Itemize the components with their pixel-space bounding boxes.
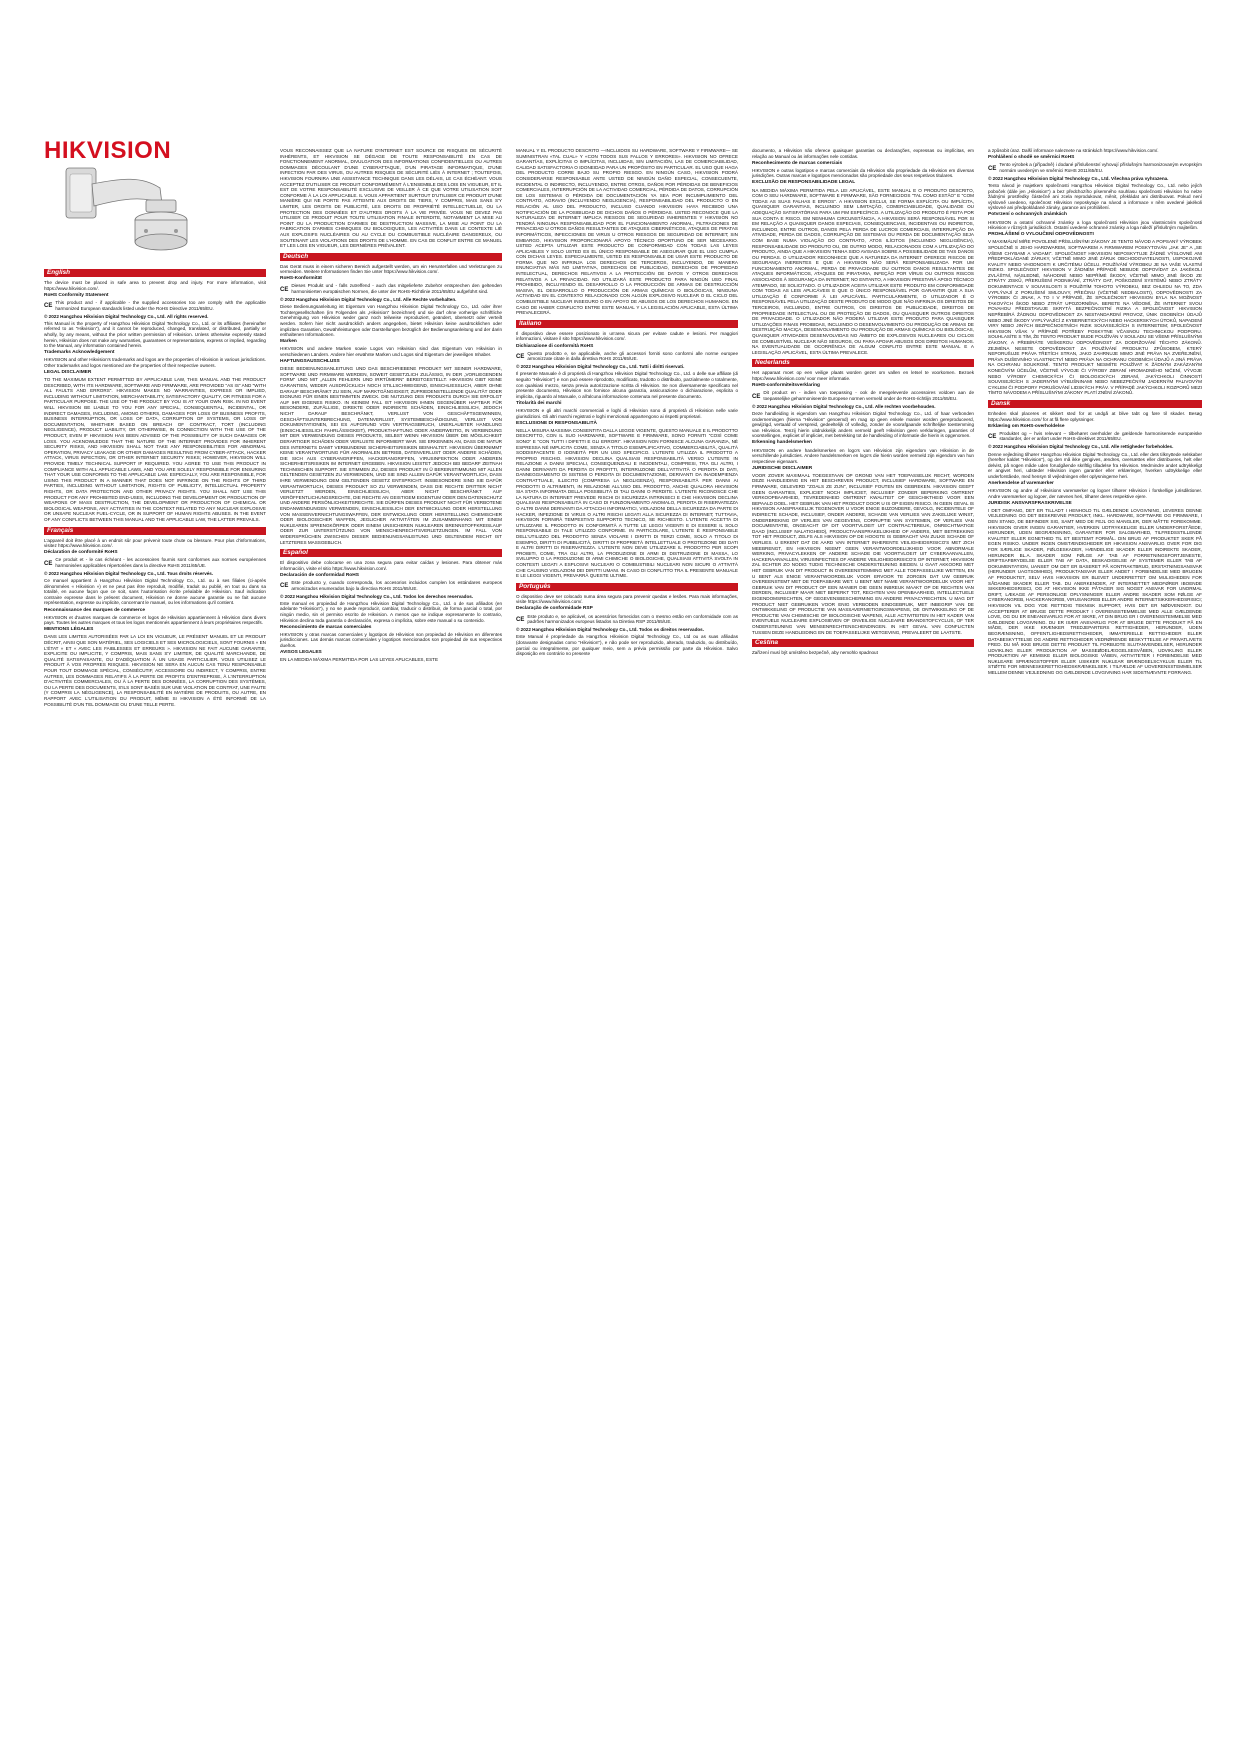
copyright: © 2022 Hangzhou Hikvision Digital Technology Co., Ltd. Tous droits réservés. (44, 571, 214, 576)
legal-text: DIESE BEDIENUNGSANLEITUNG UND DAS BESCHRIEBENE PRODUKT MIT SEINER HARDWARE, SOFTWARE UND FIRMWARE WERDEN, SOWEIT GESETZLICH ZULÄSSIG, IN DER „VORLIEGENDEN FORM" UND MIT „ALLEN FEHLERN UND IRRTÜMERN" BEREITGESTELLT. HIKVISION GIBT KEINE GARANTIEN, WEDER AUSDRÜCKLICH NOCH STILLSCHWEIGEND, EINSCHLIESSLICH, ABER OHNE DARAUF BESCHRÄNKT ZU SEIN, AUF MARKTGÄNGIGKEIT, ZUFRIEDENSTELLENDE QUALITÄT ODER EIGNUNG FÜR EINEN BESTIMMTEN ZWECK. DIE NUTZUNG DES PRODUKTS DURCH SIE ERFOLGT AUF IHR EIGENES RISIKO. IN KEINEM FALL IST HIKVISION IHNEN GEGENÜBER HAFTBAR FÜR BESONDERE, ZUFÄLLIGE, DIREKTE ODER INDIREKTE SCHÄDEN, EINSCHLIESSLICH, JEDOCH NICHT DARAUF BESCHRÄNKT, VERLUST VON GESCHÄFTSGEWINNEN, GESCHÄFTSUNTERBRECHUNG, DATENVERLUST, SYSTEMBESCHÄDIGUNG, VERLUST VON DOKUMENTATIONEN, SEI ES AUFGRUND VON VERTRAGSBRUCH, UNERLAUBTER HANDLUNG (EINSCHLIESSLICH FAHRLÄSSIGKEIT), PRODUKTHAFTUNG ODER ANDERWEITIG, IN VERBINDUNG MIT DER VERWENDUNG DIESES PRODUKTS, SELBST WENN HIKVISION ÜBER DIE MÖGLICHKEIT DERARTIGER SCHÄDEN ODER VERLUSTE INFORMIERT WAR. SIE ERKENNEN AN, DASS DIE NATUR DES INTERNETS DAMIT VERBUNDENE SICHERHEITSRISIKEN BEINHALTET. HIKVISION ÜBERNIMMT KEINE VERANTWORTUNG FÜR ANORMALEN BETRIEB, DATENVERLUST ODER ANDERE SCHÄDEN, DIE SICH AUS CYBERANGRIFFEN, HACKERANGRIFFEN, VIRUSINFEKTION ODER ANDEREN SICHERHEITSRISIKEN IM INTERNET ERGEBEN. HIKVISION LEISTET JEDOCH BEI BEDARF ZEITNAH TECHNISCHEN SUPPORT. SIE STIMMEN ZU, DIESES PRODUKT IN Ü BEREINSTIMMUNG MIT ALLEN GELTENDEN GESETZEN ZU VERWENDEN, UND SIE SIND ALLEIN DAFÜR VERANTWORTLICH, DASS IHRE VERWENDUNG DEM GELTENDEN GESETZ ENTSPRICHT. INSBESONDERE SIND SIE DAFÜR VERANTWORTLICH, DIESES PRODUKT SO ZU VERWENDEN, DASS DIE RECHTE DRITTER NICHT VERLETZT WERDEN, EINSCHLIESSLICH, ABER NICHT BESCHRÄNKT AUF VERÖFFENTLICHUNGSRECHTE, DIE RECHTE AN GEISTIGEM EIGENTUM ODER DEN DATENSCHUTZ UND ANDERE PERSÖNLICHKEITSRECHTE. SIE DÜRFEN DIESES PRODUKT NICHT FÜR VERBOTENE ENDANWENDUNGEN VERWENDEN, EINSCHLIESSLICH DER ENTWICKLUNG ODER HERSTELLUNG VON MASSENVERNICHTUNGSWAFFEN, DER ENTWICKLUNG ODER HERSTELLUNG CHEMISCHER ODER BIOLOGISCHER WAFFEN, JEGLICHER AKTIVITÄTEN IM ZUSAMMENHANG MIT EINEM NUKLEAREN SPRENGKÖRPER ODER EINEM UNSICHEREN NUKLEAREN BRENNSTOFFKREISLAUF ODER ZUR UNTERSTÜTZUNG VON MENSCHENRECHTSVERLETZUNGEN. IM FALL VON WIDERSPRÜCHEN ZWISCHEN DIESER BEDIENUNGSANLEITUNG UND GELTENDEM RECHT IST LETZTERES MASSGEBLICH. (280, 366, 502, 545)
intro-text: The device must be placed in safe area to prevent drop and injury. For more information, visit https://www.hikvision.com/. (44, 280, 266, 291)
lang-header-francais: Français (44, 527, 266, 535)
compliance-icons (752, 390, 974, 403)
lang-header-italiano: Italiano (516, 320, 738, 328)
copyright: © 2022 Hangzhou Hikvision Digital Technology Co., Ltd. Todos los derechos reservados. (280, 593, 474, 599)
trademark-text: HIKVISION and other Hikvision's trademarks and logos are the properties of Hikvision in various jurisdictions. Other trademarks and logos mentioned are the properties of their respective owners. (44, 357, 266, 368)
rohs-text: Ce produit et - le cas échéant - les accessoires fournis sont conformes aux normes européennes harmonisées applicables répertoriées dans la directive RoHS 2011/65/UE. (55, 557, 266, 568)
lang-header-deutsch: Deutsch (280, 253, 502, 261)
legal-heading: JURIDISCHE DISCLAIMER (752, 465, 813, 471)
lang-header-nederlands: Nederlands (752, 359, 974, 367)
rohs-heading: Erklæring om RoHS-overholdelse (988, 423, 1065, 429)
legal-text: V MAXIMÁLNÍ MÍŘE POVOLENÉ PŘÍSLUŠNÝMI ZÁKONY JE TENTO NÁVOD A POPSANÝ VÝROBEK SPOLEČNĚ S JEHO HARDWAREM, SOFTWAREM A FIRMWAREM POSKYTOVÁN „JAK JE" A „SE VŠEMI CHYBAMI A VADAMI". SPOLEČNOST HIKVISION NEPOSKYTUJE ŽÁDNÉ VÝSLOVNÉ ANI PŘEDPOKLÁDANÉ ZÁRUKY, VČETNĚ MIMO JINÉ ZÁRUK OBCHODOVATELNOSTI, USPOKOJIVÉ KVALITY NEBO VHODNOSTI K URČITÉMU ÚČELU. POUŽÍVÁNÍ VÝROBKU JE NA VAŠE VLASTNÍ RIZIKO. SPOLEČNOST HIKVISION V ŽÁDNÉM PŘÍPADĚ NEBUDE ODPOVÍDAT ZA JAKÉKOLI ZVLÁŠTNÍ, NÁSLEDNÉ, NÁHODNÉ NEBO NEPŘÍMÉ ŠKODY, VČETNĚ MIMO JINÉ ŠKOD ZE ZTRÁTY ZISKŮ, PŘERUŠENÍ PODNIKÁNÍ, ZTRÁTY DAT, POŠKOZENÍ SYSTÉMŮ NEBO ZTRÁTY DOKUMENTACE V SOUVISLOSTI S POUŽITÍM TOHOTO VÝROBKU, BEZ OHLEDU NA TO, ZDA VYPLÝVAJÍ Z PORUŠENÍ SMLOUVY, PŘEČINU (VČETNĚ NEDBALOSTI), ODPOVĚDNOSTI ZA VÝROBEK ČI JINAK, A TO I V PŘÍPADĚ, ŽE SPOLEČNOST HIKVISION BYLA NA MOŽNOST TAKOVÝCH ŠKOD NEBO ZTRÁT UPOZORNĚNA. BERETE NA VĚDOMÍ, ŽE INTERNET SVOU POVAHOU PŘEDSTAVUJE SKRYTÁ BEZPEČNOSTNÍ RIZIKA A SPOLEČNOST HIKVISION NEPŘEBÍRÁ ŽÁDNOU ODPOVĚDNOST ZA NESTANDARDNÍ PROVOZ, ÚNIK OSOBNÍCH ÚDAJŮ NEBO JINÉ ŠKODY VYPLÝVAJÍCÍ Z KYBERNETICKÝCH NEBO HACKERSKÝCH ÚTOKŮ, NAPADENÍ VIRY NEBO JINÝCH BEZPEČNOSTNÍCH RIZIK SOUVISEJÍCÍCH S INTERNETEM; SPOLEČNOST HIKVISION VŠAK V PŘÍPADĚ POTŘEBY POSKYTNE VČASNOU TECHNICKOU PODPORU. SOUHLASÍTE S TÍM, ŽE TENTO PRODUKT BUDE POUŽÍVÁN V SOULADU SE VŠEMI PŘÍSLUŠNÝMI ZÁKONY, A PŘEBÍRÁTE VEŠKEROU ODPOVĚDNOST ZA DODRŽOVÁNÍ TĚCHTO ZÁKONŮ. ZEJMÉNA NESETE ODPOVĚDNOST ZA POUŽÍVÁNÍ PRODUKTU ZPŮSOBEM, KTERÝ NEPORUŠUJE PRÁVA TŘETÍCH STRAN, JAKO ZAHRNUJE MIMO JINÉ PRÁVA NA ZVEŘEJNĚNÍ, PRÁVA DUŠEVNÍHO VLASTNICTVÍ NEBO PRÁVA NA OCHRANU OSOBNÍCH ÚDAJŮ A JINÁ PRÁVA NA OCHRANU SOUKROMÍ. TENTO PRODUKT NESMÍTE POUŽÍVAT K ŽÁDNÝM ZAKÁZANÝM KONEČNÝM ÚČELŮM, VČETNĚ VÝVOJE ČI VÝROBY ZBRANÍ HROMADNÉHO NIČENÍ, VÝVOJE NEBO VÝROBY CHEMICKÝCH ČI BIOLOGICKÝCH ZBRANÍ, JAKÝCHKOLI ČINNOSTÍ SOUVISEJÍCÍCH S JADERNÝMI VÝBUŠNINAMI NEBO NEBEZPEČNÝM JADERNÝM PALIVOVÝM CYKLEM ČI PODPORY PORUŠOVÁNÍ LIDSKÝCH PRÁV. V PŘÍPADĚ JAKÝCHKOLI ROZPORŮ MEZI TÍMTO NÁVODEM A PŘÍSLUŠNÝMI ZÁKONY PLATÍ ZNĚNÍ ZÁKONŮ. (988, 239, 1202, 396)
compliance-icons (280, 580, 502, 593)
rohs-heading: Prohlášení o shodě se směrnicí RoHS (988, 155, 1075, 161)
legal-heading: PROHLÁŠENÍ O VYLOUČENÍ ODPOVĚDNOSTI (988, 232, 1094, 238)
manual-text: Tento návod je majetkem společnosti Hangzhou Hikvision Digital Technology Co., Ltd. nebo jejích poboček (dále jen „Hikvision") a bez předchozího písemného souhlasu společnosti Hikvision ho nelze žádnými prostředky částečně ani zcela reprodukovat, měnit, překládat ani distribuovat. Pokud není výslovně uvedeno, společnost Hikvision neposkytuje na návod a informace v něm uvedené jakékoli výslovné ani předpokládané záruky, garance ani prohlášení. (988, 182, 1202, 211)
rohs-text: Este producto y, cuando corresponda, los accesorios incluidos cumplen los estándares europeos armonizados enumerados bajo la directiva RoHS 2011/65/UE. (291, 579, 502, 591)
rohs-text: This product and - if applicable - the supplied accessories too are comply with the applicable harmonized European standards listed under the RoHS Directive 2011/65/EU. (55, 299, 266, 311)
ce-mark-icon: CE (988, 434, 997, 441)
trademark-text: HIKVISION y otras marcas comerciales y logotipos de Hikvision son propiedad de Hikvision en diferentes jurisdicciones. Las demás marcas comerciales y logotipos mencionados son propiedad de sus respectivos dueños. (280, 631, 502, 648)
manual-text: Este manual es propiedad de Hangzhou Hikvision Digital Technology Co., Ltd. o de sus afiliados (en adelante "Hikvision"), y no se puede reproducir, cambiar, traducir o distribuir, de forma parcial o total, por ningún medio, sin el permiso escrito de Hikvision. A menos que se indique expresamente lo contrario, Hikvision declina toda garantía o declaración, expresa o implícita, sobre este manual o su contenido. (280, 600, 502, 623)
ce-mark-icon: CE (988, 165, 997, 172)
intro-text-continued: a způsobit úraz. Další informace naleznete na stránkách https://www.hikvision.com/. (988, 148, 1159, 153)
ce-mark-icon: CE (44, 303, 53, 310)
manual-text: Este Manual é propriedade da Hangzhou Hikvision Digital Technology Co., Ltd ou as suas afiliadas (doravante designadas como "Hikvision"), e não pode ser reproduzido, alterado, traduzido, ou distribuído, parcial ou integralmente, por qualquer meio, sem a prévia permissão por parte da Hikvision. Salvo disposição em contrário no presente (516, 634, 738, 657)
copyright: © 2022 Hangzhou Hikvision Digital Technology Co., Ltd. Alle rettigheder forbeholdes. (988, 444, 1174, 450)
trademark-text: HIKVISION et d'autres marques de commerce et logos de Hikvision appartiennent à Hikvision dans divers pays. Toutes les autres marques et tous les logos mentionnés appartiennent à leurs propriétaires respectifs. (44, 614, 266, 626)
lang-header-english: English (44, 269, 266, 277)
legal-heading: ESCLUSIONE DI RESPONSABILITÀ (516, 420, 598, 426)
rohs-text: Tento výrobek a (případně) i dodané příslušenství vyhovují příslušným harmonizovaným evropským normám uvedeným ve směrnici RoHS 2011/65/EU. (999, 162, 1202, 173)
ce-mark-icon: CE (280, 583, 289, 590)
compliance-icons (280, 283, 502, 296)
compliance-icons (988, 162, 1202, 175)
wall-mount-bracket-image (62, 160, 202, 258)
trademark-heading: Anerkendelse af varemærker (988, 480, 1054, 486)
rohs-text: Dieses Produkt und - falls zutreffend - auch das mitgelieferte Zubehör entsprechen den geltenden harmonisierten europäischen Normen, die unter der RoHS-Richtlinie 2011/65/EU aufgeführt sind. (291, 283, 502, 295)
trademark-text: HIKVISION e outras logotipos e marcas comerciais da Hikvision são propriedade da Hikvision em diversas jurisdições. Outras marcas e logotipos mencionados são propriedade dos seus respetivos titulares. (752, 167, 974, 179)
manual-text: Il presente Manuale è di proprietà di Hangzhou Hikvision Digital Technology Co., Ltd. o delle sue affiliate (di seguito "Hikvision") e non può essere riprodotto, modificato, tradotto o distribuito, parzialmente o totalmente, con qualsiasi mezzo, senza previa autorizzazione scritta di Hikvision. Se non diversamente specificato nel presente documento, Hikvision non fornisce alcuna garanzia, assicurazione o dichiarazione, esplicita o implicita, riguardo al Manuale, o all'alcuna informazione contenuta nel presente documento. (516, 371, 738, 399)
compliance-icons (516, 614, 738, 627)
rohs-text: Produktet og – hvis relevant – tilbehøret overholder de gældende harmoniserede europæiske standarder, der er anført under RoHS-direktivet 2011/65/EU. (999, 430, 1202, 442)
trademark-text: HIKVISION a ostatní ochranné známky a loga společnosti Hikvision jsou vlastnictvím společnosti Hikvision v různých jurisdikcích. Ostatní uvedené ochranné známky a loga náleží příslušným majitelům. (988, 219, 1202, 231)
rohs-heading: RoHS-Konformität (280, 276, 322, 282)
rohs-heading: RoHS Conformity Statement (44, 292, 109, 298)
legal-heading: JURIDISK ANSVARSFRASKRIVELSE (988, 500, 1072, 506)
rohs-heading: Dichiarazione di conformità RoHS (516, 343, 594, 349)
lang-header-dansk: Dansk (988, 400, 1202, 408)
compliance-icons (44, 557, 266, 570)
legal-text: TO THE MAXIMUM EXTENT PERMITTED BY APPLICABLE LAW, THIS MANUAL AND THE PRODUCT DESCRIBED, WITH ITS HARDWARE, SOFTWARE AND FIRMWARE, ARE PROVIDED "AS IS" AND "WITH ALL FAULTS AND ERRORS". HIKVISION MAKES NO WARRANTIES, EXPRESS OR IMPLIED, INCLUDING WITHOUT LIMITATION, MERCHANTABILITY, SATISFACTORY QUALITY, OR FITNESS FOR A PARTICULAR PURPOSE. THE USE OF THE PRODUCT BY YOU IS AT YOUR OWN RISK. IN NO EVENT WILL HIKVISION BE LIABLE TO YOU FOR ANY SPECIAL, CONSEQUENTIAL, INCIDENTAL, OR INDIRECT DAMAGES, INCLUDING, AMONG OTHERS, DAMAGES FOR LOSS OF BUSINESS PROFITS, BUSINESS INTERRUPTION, OR LOSS OF DATA, CORRUPTION OF SYSTEMS, OR LOSS OF DOCUMENTATION, WHETHER BASED ON BREACH OF CONTRACT, TORT (INCLUDING NEGLIGENCE), PRODUCT LIABILITY, OR OTHERWISE, IN CONNECTION WITH THE USE OF THE PRODUCT, EVEN IF HIKVISION HAS BEEN ADVISED OF THE POSSIBILITY OF SUCH DAMAGES OR LOSS. YOU ACKNOWLEDGE THAT THE NATURE OF THE INTERNET PROVIDES FOR INHERENT SECURITY RISKS, AND HIKVISION SHALL NOT TAKE ANY RESPONSIBILITIES FOR ABNORMAL OPERATION, PRIVACY LEAKAGE OR OTHER DAMAGES RESULTING FROM CYBER-ATTACK, HACKER ATTACK, VIRUS INFECTION, OR OTHER INTERNET SECURITY RISKS; HOWEVER, HIKVISION WILL PROVIDE TIMELY TECHNICAL SUPPORT IF REQUIRED. YOU AGREE TO USE THIS PRODUCT IN COMPLIANCE WITH ALL APPLICABLE LAWS, AND YOU ARE SOLELY RESPONSIBLE FOR ENSURING THAT YOUR USE CONFORMS TO THE APPLICABLE LAW. ESPECIALLY, YOU ARE RESPONSIBLE, FOR USING THIS PRODUCT IN A MANNER THAT DOES NOT INFRINGE ON THE RIGHTS OF THIRD PARTIES, INCLUDING WITHOUT LIMITATION, RIGHTS OF PUBLICITY, INTELLECTUAL PROPERTY RIGHTS, OR DATA PROTECTION AND OTHER PRIVACY RIGHTS. YOU SHALL NOT USE THIS PRODUCT FOR ANY PROHIBITED END-USES, INCLUDING THE DEVELOPMENT OR PRODUCTION OF WEAPONS OF MASS DESTRUCTION, THE DEVELOPMENT OR PRODUCTION OF CHEMICAL OR BIOLOGICAL WEAPONS, ANY ACTIVITIES IN THE CONTEXT RELATED TO ANY NUCLEAR EXPLOSIVE OR UNSAFE NUCLEAR FUEL-CYCLE, OR IN SUPPORT OF HUMAN RIGHTS ABUSES. IN THE EVENT OF ANY CONFLICTS BETWEEN THIS MANUAL AND THE APPLICABLE LAW, THE LATTER PREVAILS. (44, 377, 266, 522)
trademark-heading: Trademarks Acknowledgement (44, 350, 115, 356)
intro-text: Das Gerät muss in einem sicheren Bereich aufgestellt werden, um ein Herunterfallen und Verletzungen zu vermeiden. Weitere Informationen finden Sie unter https://www.hikvision.com/. (280, 263, 502, 275)
intro-text: Zařízení musí být umístěno bezpečně, aby nemohlo spadnout (752, 650, 878, 656)
column-3 (516, 148, 738, 658)
rohs-heading: Declaración de conformidad RoHS (280, 572, 359, 578)
rohs-heading: RoHS-conformiteitsverklaring (752, 383, 820, 389)
legal-text-continued: MANUAL Y EL PRODUCTO DESCRITO —INCLUIDOS SU HARDWARE, SOFTWARE Y FIRMWARE— SE SUMINISTRAN «TAL CUAL» Y «CON TODOS SUS FALLOS Y ERRORES». HIKVISION NO OFRECE GARANTÍAS, EXPLÍCITAS O IMPLÍCITAS, INCLUIDAS, SIN LIMITACIÓN, LAS DE COMERCIABILIDAD, CALIDAD SATISFACTORIA O IDONEIDAD PARA UN PROPÓSITO EN PARTICULAR. EL USO QUE HAGA DEL PRODUCTO CORRE BAJO SU PROPIO RIESGO. EN NINGÚN CASO, HIKVISION PODRÁ CONSIDERARSE RESPONSABLE ANTE USTED DE NINGÚN DAÑO ESPECIAL, CONSECUENTE, INCIDENTAL O INDIRECTO, INCLUYENDO, ENTRE OTROS, DAÑOS POR PÉRDIDAS DE BENEFICIOS COMERCIALES, INTERRUPCIÓN DE LA ACTIVIDAD COMERCIAL, PÉRDIDA DE DATOS, CORRUPCIÓN DE LOS SISTEMAS O PÉRDIDA DE DOCUMENTACIÓN YA SEA POR INCUMPLIMIENTO DEL CONTRATO, AGRAVIO (INCLUYENDO NEGLIGENCIA), RESPONSABILIDAD DEL PRODUCTO O EN RELACIÓN AL USO DEL PRODUCTO, INCLUSO CUANDO HIKVISION HAYA RECIBIDO UNA NOTIFICACIÓN DE LA POSIBILIDAD DE DICHOS DAÑOS O PÉRDIDAS. USTED RECONOCE QUE LA NATURALEZA DE INTERNET IMPLICA RIESGOS DE SEGURIDAD INHERENTES Y HIKVISION NO TENDRÁ NINGUNA RESPONSABILIDAD POR EL FUNCIONAMIENTO ANORMAL, FILTRACIONES DE PRIVACIDAD U OTROS DAÑOS RESULTANTES DE ATAQUES CIBERNÉTICOS, ATAQUES DE PIRATAS INFORMÁTICOS, INFECCIONES DE VIRUS U OTROS RIESGOS DE SEGURIDAD DE INTERNET; SIN EMBARGO, HIKVISION PROPORCIONARÁ APOYO TÉCNICO OPORTUNO DE SER NECESARIO. USTED ACEPTA UTILIZAR ESTE PRODUCTO DE CONFORMIDAD CON TODAS LAS LEYES APLICABLES Y SOLO USTED ES EL ÚNICO RESPONSABLE DE ASEGURAR QUE EL USO CUMPLA CON DICHAS LEYES. ESPECIALMENTE, USTED ES RESPONSABLE DE USAR ESTE PRODUCTO DE FORMA QUE NO INFRINJA LOS DERECHOS DE TERCEROS, INCLUYENDO, DE MANERA ENUNCIATIVA MÁS NO LIMITATIVA, DERECHOS DE PUBLICIDAD, DERECHOS DE PROPIEDAD INTELECTUAL, DERECHOS RELATIVOS A LA PROTECCIÓN DE DATOS Y OTROS DERECHOS RELATIVOS A LA PRIVACIDAD. NO UTILIZARÁ ESTE PRODUCTO PARA NINGÚN USO FINAL PROHIBIDO, INCLUYENDO EL DESARROLLO O LA PRODUCCIÓN DE ARMAS DE DESTRUCCIÓN MASIVA, EL DESARROLLO O PRODUCCIÓN DE ARMAS QUÍMICAS O BIOLÓGICAS, NINGUNA ACTIVIDAD EN EL CONTEXTO RELACIONADO CON ALGÚN EXPLOSIVO NUCLEAR O EL CICLO DEL COMBUSTIBLE NUCLEAR INSEGURO O EN APOYO DE ABUSOS DE LOS DERECHOS HUMANOS. EN CASO DE HABER CONFLICTO ENTRE ESTE MANUAL Y LA LEGISLACIÓN APLICABLE, ESTA ÚLTIMA PREVALECERÁ. (516, 148, 738, 316)
ce-mark-icon: CE (280, 286, 289, 293)
trademark-heading: Potvrzení o ochranných známkách (988, 212, 1067, 218)
legal-text: EN LA MEDIDA MÁXIMA PERMITIDA POR LAS LEYES APLICABLES, ESTE (280, 657, 439, 663)
rohs-heading: Declaração de conformidade RSP (516, 606, 593, 612)
lang-header-portugues: Português (516, 583, 738, 591)
intro-text: Het apparaat moet op een veilige plaats worden gezet om vallen en letsel te voorkomen. Bezoek https://www.hikvision.com/ voor meer informatie. (752, 370, 974, 381)
legal-heading: EXCLUSÃO DE RESPONSABILIDADE LEGAL (752, 180, 856, 186)
hikvision-logo: HIKVISION (44, 137, 172, 164)
trademark-heading: Reconocimiento de marcas comerciales (280, 624, 372, 630)
legal-text: DANS LES LIMITES AUTORISÉES PAR LA LOI EN VIGUEUR, LE PRÉSENT MANUEL ET LE PRODUIT DÉCRIT, AINSI QUE SON MATÉRIEL, SES LOGICIELS ET SES MICROLOGICIELS, SONT FOURNIS « EN L'ÉTAT » ET « AVEC LES FAIBLESSES ET ERREURS ». HIKVISION NE FAIT AUCUNE GARANTIE, EXPLICITE OU IMPLICITE, Y COMPRIS, MAIS SANS S'Y LIMITER, DE QUALITÉ MARCHANDE, DE QUALITÉ SATISFAISANTE, OU D'ADÉQUATION À UN USAGE PARTICULIER. VOUS UTILISEZ LE PRODUIT À VOS PROPRES RISQUES. HIKVISION NE SERA EN AUCUN CAS TENU RESPONSABLE POUR TOUT DOMMAGE SPÉCIAL, CONSÉCUTIF, ACCESSOIRE OU INDIRECT, Y COMPRIS, ENTRE AUTRES, LES DOMMAGES RELATIFS À LA PERTE DE PROFITS D'ENTREPRISE, À L'INTERRUPTION D'ACTIVITÉS COMMERCIALES, OU À LA PERTE DES DONNÉES, LA CORRUPTION DES SYSTÈMES, OU LA PERTE DES DOCUMENTS, S'ILS SONT BASÉS SUR UNE VIOLATION DE CONTRAT, UNE FAUTE (Y COMPRIS LA NÉGLIGENCE), LA RESPONSABILITÉ EN MATIÈRE DE PRODUITS, OU AUTRE, EN RAPPORT AVEC L'UTILISATION DU PRODUIT, MÊME SI HIKVISION A ÉTÉ INFORMÉ DE LA POSSIBILITÉ D'UN TEL DOMMAGE OU D'UNE TELLE PERTE. (44, 634, 266, 707)
ce-mark-icon: CE (516, 353, 525, 360)
trademark-text: HIKVISION e gli altri marchi commerciali e loghi di Hikvision sono di proprietà di Hikvision nelle varie giurisdizioni. Gli altri marchi registrati e loghi menzionati appartengono ai rispetti proprietari. (516, 407, 738, 419)
intro-text: O dispositivo deve ser colocado numa área segura para prevenir quedas e lesões. Para mais informações, visite https://www.hikvision.com/. (516, 593, 738, 605)
lang-header-cestina: Čeština (752, 639, 974, 647)
rohs-text: Dit product en - indien van toepassing - ook de meegeleverde accessoires voldoen aan de toepasselijke geharmoniseerde Europese normen vermeld onder de RoHS-richtlijn 2011/65/EU. (763, 390, 974, 401)
manual-text: Diese Bedienungsanleitung ist Eigentum von Hangzhou Hikvision Digital Technology Co., Ltd. oder ihrer Tochtergesellschaften (im Folgenden als „Hikvision" bezeichnet) und sie darf ohne vorherige schriftliche Genehmigung von Hikvision weder ganz noch teilweise reproduziert, geändert, übersetzt oder verteilt werden. Sofern hier nicht ausdrücklich anders angegeben, bietet Hikvision keine ausdrücklichen oder impliziten Garantien, Gewährleistungen oder Darstellungen bezüglich der Bedienungsanleitung und der darin enthaltenen Informationen. (280, 304, 502, 338)
lang-header-espanol: Español (280, 549, 502, 557)
ce-mark-icon: CE (44, 560, 53, 567)
manual-text: Ce manuel appartient à Hangzhou Hikvision Digital Technology Co., Ltd. ou à ses filiales (ci-après dénommées « Hikvision ») et ne peut pas être reproduit, modifié, traduit ou publié, en tout ou dans sa totalité, en aucune façon que ce soit, sans l'autorisation écrite préalable de Hikvision. Sauf indication contraire expresse dans le présent document, Hikvision ne donne aucune garantie ou ne fait aucune représentation, expresse ou implicite, concernant le manuel, ou les informations qu'il contient. (44, 578, 266, 606)
rohs-text: Este produto e, se aplicável, os acessórios fornecidos com o mesmo estão em conformidade com as padrões harmonizados europeus listados na Diretiva RSP 2011/65/UE. (527, 613, 738, 625)
copyright: © 2022 Hangzhou Hikvision Digital Technology Co., Ltd. Alle Rechte vorbehalten. (280, 297, 457, 303)
copyright: © 2022 Hangzhou Hikvision Digital Technology Co., Ltd. Tutti i diritti riservati. (516, 364, 685, 370)
trademark-heading: Erkenning handelsmerken (752, 440, 812, 446)
trademark-text: HIKVISION und andere Marken sowie Logos von Hikvision sind das Eigentum von Hikvision in verschiedenen Ländern. Andere hier erwähnte Marken und Logos sind Eigentum der jeweiligen Inhaber. (280, 346, 502, 357)
trademark-heading: Marken (280, 339, 297, 345)
ce-mark-icon: CE (516, 616, 525, 623)
trademark-heading: Reconhecimento de marcas comerciais (752, 160, 843, 166)
legal-text: NA MEDIDA MÁXIMA PERMITIDA PELA LEI APLICÁVEL, ESTE MANUAL E O PRODUTO DESCRITO, COM O SEU HARDWARE, SOFTWARE E FIRMWARE, SÃO FORNECIDOS "TAL COMO ESTÃO" E "COM TODAS AS SUAS FALHAS E ERROS". A HIKVISION EXCLUI, SE FORMA EXPLÍCITA OU IMPLÍCITA, QUAISQUER GARANTIAS, INCLUINDO SEM LIMITAÇÃO, COMERCIABILIDADE, QUALIDADE OU ADEQUAÇÃO SATISFATÓRIAS PARA UM FIM ESPECÍFICO. A UTILIZAÇÃO DO PRODUTO É FEITA POR SUA CONTA E RISCO. EM NENHUMA CIRCUNSTÂNCIA, A HIKVISION SERÁ RESPONSÁVEL POR SI EM RELAÇÃO A QUAISQUER DANOS ESPECIAIS, CONSEQUENCIAIS, INCIDENTAIS OU INDIRETOS, INCLUINDO, ENTRE OUTROS, DANOS PELA PERDA DE LUCROS COMERCIAIS, INTERRUPÇÃO DA ATIVIDADE, PERDA DE DADOS, CORRUPÇÃO DE SISTEMAS OU PERDA DE DOCUMENTAÇÃO SEJA COM BASE NUMA VIOLAÇÃO DO CONTRATO, ATOS ILÍCITOS (INCLUINDO NEGLIGÊNCIA), RESPONSABILIDADE DO PRODUTO OU, DE OUTRO MODO, RELACIONADOS COM A UTILIZAÇÃO DO PRODUTO, AINDA QUE A HIKVISION TENHA SIDO AVISADA SOBRE A POSSIBILIDADE DE TAIS DANOS OU PERDAS. O UTILIZADOR RECONHECE QUE A NATUREZA DA INTERNET OFERECE RISCOS DE SEGURANÇA INERENTES E QUE A HIKVISION NÃO SERÁ RESPONSABILIZADA POR UM FUNCIONAMENTO ANORMAL, PERDA DE PRIVACIDADE OU OUTROS DANOS RESULTANTES DE ATAQUES INFORMÁTICOS, ATAQUES DE PIRATARIA, INFEÇÃO POR VÍRUS OU OUTROS RISCOS ASSOCIADOS À SEGURANÇA DA INTERNET; NO ENTANTO, A HIKVISION PRESTARÁ APOIO TÉCNICO ATEMPADO, SE SOLICITADO. O UTILIZADOR ACEITA UTILIZAR ESTE PRODUTO EM CONFORMIDADE COM TODAS AS LEIS APLICÁVEIS E QUE O ÚNICO RESPONSÁVEL POR GARANTIR QUE A SUA UTILIZAÇÃO É CONFORME À LEI APLICÁVEL. PARTICULARMENTE, O UTILIZADOR É O RESPONSÁVEL PELA UTILIZAÇÃO DESTE PRODUTO DE MODO QUE NÃO INFRINJA OS DIREITOS DE TERCEIROS, INCLUINDO, ENTRE OUTROS, OS DIREITOS DE PUBLICIDADE, DIREITOS DE PROPRIEDADE INTELECTUAL OU DE PROTEÇÃO DE DADOS, OU QUAISQUER OUTROS DIREITOS DE PRIVACIDADE. O UTILIZADOR NÃO PODERÁ UTILIZAR ESTE PRODUTO PARA QUAISQUER UTILIZAÇÕES FINAIS PROIBIDAS, INCLUINDO O DESENVOLVIMENTO OU PRODUÇÃO DE ARMAS DE DESTRUIÇÃO MACIÇA, DESENVOLVIMENTO OU PRODUÇÃO DE ARMAS QUÍMICAS OU BIOLÓGICAS, QUAISQUER ATIVIDADES DESENVOLVIDAS NO ÂMBITO DE EXPLOSIVOS NUCLEARES OU CICLOS DE COMBUSTÍVEL NUCLEAR NÃO SEGUROS, OU PARA APOIAR ABUSOS DOS DIREITOS HUMANOS. NA EVENTUALIDADE DE OCORRÊNCIA DE ALGUM CONFLITO ENTRE ESTE MANUAL E A LEGISLAÇÃO APLICÁVEL, ESTA ÚLTIMA PREVALECE. (752, 187, 974, 355)
column-4 (752, 148, 974, 657)
intro-text: El dispositivo debe colocarse en una zona segura para evitar caídas y lesiones. Para obtener más información, visite el sitio https://www.hikvision.com/. (280, 560, 502, 571)
trademark-heading: Reconnaissance des marques de commerce (44, 607, 146, 613)
column-5 (988, 148, 1202, 677)
rohs-heading: Déclaration de conformité RoHS (44, 550, 118, 556)
trademark-text: HIKVISION en andere handelsmerken en logo's van Hikvision zijn eigendom van Hikvision in de verschillende jurisdicties. Andere handelsmerken en logo's die hierin worden vermeld zijn eigendom van hun respectieve eigenaars. (752, 447, 974, 464)
rohs-text: Questo prodotto e, se applicabile, anche gli accessori forniti sono conformi alle norme europee armonizzate citate in dalla direttiva RoHS 2011/65/UE. (527, 350, 738, 362)
manual-text: This Manual is the property of Hangzhou Hikvision Digital Technology Co., Ltd. or its affiliates (hereinafter referred to as "Hikvision"), and it cannot be reproduced, changed, translated, or distributed, partially or wholly, by any means, without the prior written permission of Hikvision. Unless otherwise expressly stated herein, Hikvision does not make any warranties, guarantees or representations, express or implied, regarding to the Manual, any information contained herein. (44, 320, 266, 349)
column-2 (280, 148, 502, 664)
compliance-icons (44, 300, 266, 313)
ce-mark-icon: CE (752, 393, 761, 400)
copyright: © 2022 Hangzhou Hikvision Digital Technology Co., Ltd. Alle rechten voorbehouden. (752, 403, 936, 409)
legal-text: I DET OMFANG, DET ER TILLADT I HENHOLD TIL GÆLDENDE LOVGIVNING, LEVERES DENNE VEJLEDNING OG DET BESKREVNE PRODUKT, INKL. HARDWARE, SOFTWARE OG FIRMWARE, I DEN STAND, DE BEFINDER SIG, SAMT MED DE FEJL OG MANGLER, DER MÅTTE FOREKOMME. HIKVISION GIVER INGEN GARANTIER, HVERKEN UDTRYKKELIGE ELLER UNDERFORSTÅEDE, HERUNDER, UDEN BEGRÆNSNING, GARANTIER FOR SALGBARHED, TILFREDSSTILLENDE KVALITET ELLER EGNETHED TIL ET BESTEMT FORMÅL. DIN BRUG AF PRODUKTET SKER PÅ EGEN RISIKO. UNDER INGEN OMSTÆNDIGHEDER ER HIKVISION ANSVARLIG OVER FOR DIG FOR SÆRLIGE SKADER, FØLGESKADER, HÆNDELIGE SKADER ELLER INDIREKTE SKADER, HERUNDER BL.A. SKADER SOM FØLGE AF TAB AF FORRETNINGSFORTJENESTE, DRIFTSAFBRYDELSE ELLER TAB AF DATA, BESKADIGELSE AF SYSTEMER ELLER TAB AF DOKUMENTATION, UANSET OM DET ER BASERET PÅ KONTRAKTBRUD, ERSTATNINGSANSVAR (HERUNDER UAGTSOMHED), PRODUKTANSVAR ELLER ANDET I FORBINDELSE MED BRUGEN AF PRODUKTET, SELV HVIS HIKVISION ER BLEVET UNDERRETTET OM MULIGHEDEN FOR SÅDANNE SKADER ELLER TAB. DU ANERKENDER, AT INTERNETTET MEDFØRER IBOENDE SIKKERHEDSRISICI, OG AT HIKVISION IKKE PÅTAGER SIG NOGET ANSVAR FOR UNORMAL DRIFT, LÆKAGE AF PERSONLIGE OPLYSNINGER ELLER ANDRE SKADER SOM FØLGE AF CYBERANGREB, HACKERANGREB, VIRUSANGREB ELLER ANDRE INTERNETSIKKERHEDSRISICI; HIKVISION VIL DOG YDE RETTIDIG TEKNISK SUPPORT, HVIS DET ER NØDVENDIGT. DU ACCEPTERER AT BRUGE DETTE PRODUKT I OVERENSSTEMMELSE MED ALLE GÆLDENDE LOVE, OG DU ER ENEANSVARLIG FOR AT SIKRE, AT DIN BRUG ER I OVERENSSTEMMELSE MED GÆLDENDE LOVGIVNING. DU ER ISÆR ANSVARLIG FOR AT BRUGE DETTE PRODUKT PÅ EN MÅDE, DER IKKE KRÆNKER TREDJEPARTERS RETTIGHEDER, HERUNDER, UDEN BEGRÆNSNING, OFFENTLIGHEDSRETTIGHEDER, IMMATERIELLE RETTIGHEDER ELLER DATABESKYTTELSE OG ANDRE RETTIGHEDER VEDRØRENDE BESKYTTELSE AF PRIVATLIVETS FRED. DU MÅ IKKE BRUGE DETTE PRODUKT TIL FORBUDTE SLUTANVENDELSER, HERUNDER UDVIKLING ELLER PRODUKTION AF MASSEØDELÆGGELSESVÅBEN, UDVIKLING ELLER PRODUKTION AF KEMISKE ELLER BIOLOGISKE VÅBEN, AKTIVITETER I FORBINDELSE MED NUKLEARE SPRÆNGSTOFFER ELLER USIKKER NUKLEAR BRÆNDSELSCYKLUS ELLER TIL STØTTE FOR MENNESKERETTIGHEDSKRÆNKELSER. I TILFÆLDE AF UOVERENSSTEMMELSER MELLEM DENNE VEJLEDNING OG GÆLDENDE LOVGIVNING HAR SIDSTNÆVNTE FORRANG. (988, 507, 1202, 676)
compliance-icons (988, 431, 1202, 444)
legal-text: VOOR ZOVER MAXIMAAL TOEGESTAAN OP GROND VAN HET TOEPASSELIJK RECHT, WORDEN DEZE HANDLEIDING EN HET BESCHREVEN PRODUCT, INCLUSIEF HARDWARE, SOFTWARE EN FIRMWARE, GELEVERD "ZOALS ZE ZIJN", INCLUSIEF FOUTEN EN GEBREKEN. HIKVISION GEEFT GEEN GARANTIES, EXPLICIET NOCH IMPLICIET, INCLUSIEF ZONDER BEPERKING OMTRENT VERKOOPBAARHEID, TEVREDENHEID OMTRENT KWALITEIT OF GESCHIKTHEID VOOR EEN BEPAALD DOEL. HET GEBRUIK VAN HET PRODUCT DOOR U IS OP EIGEN RISICO. IN GEEN GEVAL IS HIKVISION AANSPRAKELIJK TEGENOVER U VOOR ENIGE BIJZONDERE, GEVOLG, INCIDENTELE OF INDIRECTE SCHADE, INCLUSIEF, ONDER ANDERE, SCHADE VAN VERLIES VAN ZAKELIJKE WINST, ONDERBREKING OF VERLIES VAN GEGEVENS, CORRUPTIE VAN SYSTEMEN, OF VERLIES VAN DOCUMENTATIE, ONGEACHT OF DIT VOORTVLOEIT UIT CONTRACTBREUK, ONRECHTMATIGE DAAD (INCLUSIEF NALATIGHEID), PRODUCTAANSPRAKELIJKHEID OF ANDERS, MET BETREKKING TOT HET PRODUCT, ZELFS ALS HIKVISION OP DE HOOGTE IS GEBRACHT VAN ZULKE SCHADE OF VERLIES. U ERKENT DAT DE AARD VAN INTERNET INHERENTE VEILIGHEIDSRISICO'S MET ZICH MEEBRENGT, EN HIKVISION NEEMT GEEN VERANTWOORDELIJKHEID VOOR ABNORMALE WERKING, PRIVACYLEKKEN OF ANDERE SCHADE DIE VOORTVLOEIT UIT CYBERAANVALLEN, HACKERAANVALLEN, VIRUSINFECTIES OF ANDERE VEILIGHEIDSRISICO'S OP INTERNET; HIKVISION ZAL ECHTER ZO NODIG TIJDIG TECHNISCHE ONDERSTEUNING BIEDEN. U GAAT AKKOORD MET HET GEBRUIK VAN DIT PRODUCT IN OVEREENSTEMMING MET ALLE TOEPASSELIJKE WETTEN, EN U BENT ALS ENIGE VERANTWOORDELIJK VOOR ERVOOR TE ZORGEN DAT UW GEBRUIK OVEREENSTEMT MET DE TOEPASBARE WET. U BENT MET NAME VERANTWOORDELIJK VOOR HET GEBRUIK VAN DIT PRODUCT OP EEN MANIER DIE GEEN INBREUK MAAKT OP DE RECHTEN VAN DERDEN, INCLUSIEF MAAR NIET BEPERKT TOT, RECHTEN VAN OPENBAARHEID, INTELLECTUELE EIGENDOMSRECHTEN, OF GEGEVENSBESCHERMING EN ANDERE PRIVACYRECHTEN. U MAG DIT PRODUCT NIET GEBRUIKEN VOOR ENIG VERBODEN EINDGEBRUIK, MET INBEGRIP VAN DE ONTWIKKELING OF PRODUCTIE VAN MASSAVERNIETIGINGSWAPENS, DE ONTWIKKELING OF DE PRODUCTIE VAN CHEMISCHE OF BIOLOGISCHE WAPENS, ALLE ACTIVITEITEN IN HET KADER VAN EVENTUELE NUCLEAIRE EXPLOSIEVEN OF ONVEILIGE NUCLEAIRE BRANDSTOFCYCLUS, OF TER ONDERSTEUNING VAN MENSENRECHTENSCHENDINGEN. IN HET GEVAL VAN CONFLICTEN TUSSEN DEZE HANDLEIDING EN DE TOEPASSELIJKE WETGEVING, PREVALEERT DE LAATSTE. (752, 472, 974, 635)
manual-text-continued: documento, a Hikvision não oferece quaisquer garantias ou declarações, expressas ou implícitas, em relação ao Manual ou às informações nele contidas. (752, 148, 974, 159)
copyright: © 2022 Hangzhou Hikvision Digital Technology Co., Ltd. Todos os direitos reservados. (516, 627, 705, 633)
compliance-icons (516, 351, 738, 364)
intro-text: Enheden skal placeres et sikkert sted for at undgå at blive tabt og føre til skader. Besøg https://www.hikvision.com/ for at få flere oplysninger. (988, 410, 1202, 422)
leaflet-page (44, 137, 1204, 1618)
legal-text-continued: VOUS RECONNAISSEZ QUE LA NATURE D'INTERNET EST SOURCE DE RISQUES DE SÉCURITÉ INHÉRENTS, ET HIKVISION SE DÉGAGE DE TOUTE RESPONSABILITÉ EN CAS DE FONCTIONNEMENT ANORMAL, DIVULGATION DES INFORMATIONS CONFIDENTIELLES OU AUTRES DOMMAGES DÉCOULANT D'UNE CYBERATTAQUE, D'UN PIRATAGE INFORMATIQUE, D'UNE INFECTION PAR DES VIRUS, OU AUTRES RISQUES DE SÉCURITÉ LIÉS À INTERNET ; TOUTEFOIS, HIKVISION FOURNIRA UNE ASSISTANCE TECHNIQUE DANS LES DÉLAIS, LE CAS ÉCHÉANT. VOUS ACCEPTEZ D'UTILISER CE PRODUIT CONFORMÉMENT À L'ENSEMBLE DES LOIS EN VIGUEUR, ET IL EST DE VOTRE RESPONSABILITÉ EXCLUSIVE DE VEILLER À CE QUE VOTRE UTILISATION SOIT CONFORME À LA LOI APPLICABLE. IL VOUS APPARTIENT SURTOUT D'UTILISER CE PRODUIT D'UNE MANIÈRE QUI NE PORTE PAS ATTEINTE AUX DROITS DE TIERS, Y COMPRIS, MAIS SANS S'Y LIMITER, LES DROITS DE PUBLICITÉ, LES DROITS DE PROPRIÉTÉ INTELLECTUELLE, OU LA PROTECTION DES DONNÉES ET D'AUTRES DROITS À LA VIE PRIVÉE. VOUS NE DEVEZ PAS UTILISER CE PRODUIT POUR TOUTE UTILISATION FINALE INTERDITE, NOTAMMENT LA MISE AU POINT OU LA PRODUCTION D'ARMES DE DESTRUCTION MASSIVE, LA MISE AU POINT OU LA FABRICATION D'ARMES CHIMIQUES OU BIOLOGIQUES, LES ACTIVITÉS DANS LE CONTEXTE LIÉ AUX EXPLOSIFS NUCLÉAIRES OU AU CYCLE DU COMBUSTIBLE NUCLÉAIRE DANGEREUX, OU SOUTENANT LES VIOLATIONS DES DROITS DE L'HOMME. EN CAS DE CONFLIT ENTRE CE MANUEL ET LES LOIS EN VIGUEUR, LES DERNIÈRES PRÉVALENT. (280, 148, 502, 249)
copyright: © 2022 Hangzhou Hikvision Digital Technology Co., Ltd. All rights reserved. (44, 313, 209, 319)
copyright: © 2022 Hangzhou Hikvision Digital Technology Co., Ltd. Všechna práva vyhrazena. (988, 175, 1169, 181)
intro-text: Il dispositivo deve essere posizionato in un'area sicura per evitare cadute e lesioni. Per maggiori informazioni, visitare il sito https://www.hikvision.com/. (516, 330, 738, 342)
trademark-heading: Titolarità dei marchi (516, 400, 562, 406)
legal-text: NELLA MISURA MASSIMA CONSENTITA DALLA LEGGE VIGENTE, QUESTO MANUALE E IL PRODOTTO DESCRITTO, CON IL SUO HARDWARE, SOFTWARE E FIRMWARE, SONO FORNITI "COSÌ COME SONO" E "CON TUTTI I DIFETTI E GLI ERRORI". HIKVISION NON FORNISCE ALCUNA GARANZIA, NÉ ESPRESSA NÉ IMPLICITA COME, SENZA A TITOLO ESEMPLIFICATIVO, COMMERCIABILITÀ, QUALITÀ SODDISFACENTE O IDONEITÀ PER UN USO SPECIFICO. L'UTENTE UTILIZZA IL PRODOTTO A PROPRIO RISCHIO. HIKVISION DECLINA QUALSIASI RESPONSABILITÀ VERSO L'UTENTE IN RELAZIONE A DANNI SPECIALI, CONSEQUENZIALI E INCIDENTALI, COMPRESI, TRA GLI ALTRI, I DANNI DERIVANTI DA PERDITA DI PROFITTI, INTERRUZIONE DELL'ATTIVITÀ O PERDITA DI DATI, DANNEGGIAMENTO DI SISTEMI O PERDITA DI DOCUMENTAZIONE, DERIVANTI DA INADEMPIENZA CONTRATTUALE, ILLECITO (COMPRESA LA NEGLIGENZA), RESPONSABILITÀ PER DANNI AI PRODOTTI O ALTRIMENTI, IN RELAZIONE ALL'USO DEL PRODOTTO, ANCHE QUALORA HIKVISION SIA STATA INFORMATA DELLA POSSIBILITÀ DI TALI DANNI O PERDITE. L'UTENTE RICONOSCE CHE LA NATURA DI INTERNET PREVEDE RISCHI DI SICUREZZA INTRINSECI E CHE HIKVISION DECLINA QUALSIASI RESPONSABILITÀ IN CASO DI FUNZIONAMENTO ANOMALO, PERDITA DI RISERVATEZZA O ALTRI DANNI DERIVANTI DA ATTACCHI INFORMATICI, VIOLAZIONI DELLA SICUREZZA DA PARTE DI HACKER, INFEZIONE DI VIRUS O ALTRI RISCHI LEGATI ALLA SICUREZZA DI INTERNET; TUTTAVIA, HIKVISION FORNIRÀ TEMPESTIVO SUPPORTO TECNICO, SE RICHIESTO. L'UTENTE ACCETTA DI UTILIZZARE IL PRODOTTO IN CONFORMITÀ A TUTTE LE LEGGI VIGENTI E DI ESSERE IL SOLO RESPONSABILE DI TALE UTILIZZO CONFORME. IN PARTICOLARE, L'UTENTE È RESPONSABILE DELL'UTILIZZO DEL PRODOTTO SENZA VIOLARE I DIRITTI DI TERZI COME, SOLO A TITOLO DI ESEMPIO, DIRITTI DI PUBBLICITÀ, DIRITTI DI PROPRIETÀ INTELLETTUALE O PROTEZIONE DEI DATI E ALTRI DIRITTI DI RISERVATEZZA. L'UTENTE NON DEVE UTILIZZARE IL PRODOTTO PER SCOPI PROIBITI, COME, TRA GLI ALTRI, LA PRODUZIONE DI ARMI DI DISTRUZIONE DI MASSA, LO SVILUPPO O LA PRODUZIONE DI ARMI CHIMICHE O BIOLOGICHE, QUALSIASI ATTIVITÀ SVOLTA IN CONTESTI LEGATI A ESPLOSIVI NUCLEARI O COMBUSTIBILI NUCLEARI NON SICURI O ATTIVITÀ CHE CAUSINO VIOLAZIONI DEI DIRITTI UMANI. IN CASO DI CONFLITTO TRA IL PRESENTE MANUALE E LE LEGGI VIGENTI, PREVARRÀ QUESTE ULTIME. (516, 427, 738, 579)
legal-heading: LEGAL DISCLAIMER (44, 370, 92, 375)
manual-text: Denne vejledning tilhører Hangzhou Hikvision Digital Technology Co., Ltd. eller dets tilknyttede selskaber (herefter kaldet "Hikvision"), og den må ikke gengives, ændres, oversættes eller distribueres, helt eller delvist, på nogen måde uden forudgående skriftlig tilladelse fra Hikvision. Medmindre andet udtrykkeligt er angivet heri, udsteder Hikvision ingen garantier eller erklæringer, hverken udtrykkelige eller underforståede, med hensyn til vejledningen eller oplysningerne heri. (988, 451, 1202, 479)
trademark-text: HIKVISION og andre af Hikvisions varemærker og logoer tilhører Hikvision i forskellige jurisdiktioner. Andre varemærker og logoer, der nævnes heri, tilhører deres respektive ejere. (988, 488, 1202, 499)
manual-text: Deze handleiding is eigendom van Hangzhou Hikvision Digital Technology Co., Ltd. of haar verbonden ondernemingen (hierna "Hikvision" genoemd) en mag op geen enkele manier worden gereproduceerd, gewijzigd, vertaald of verspreid, gedeeltelijk of volledig, zonder de voorafgaande schriftelijke toestemming van Hikvision. Tenzij hierin uitdrukkelijk anders vermeld geeft Hikvision geen verklaringen, garanties of voorstellingen, expliciet of impliciet, met betrekking tot de handleiding of informatie die hierin is opgenomen. (752, 410, 974, 439)
legal-heading: MENTIONS LÉGALES (44, 627, 94, 633)
legal-heading: HAFTUNGSAUSSCHLUSS (280, 359, 340, 365)
column-1 (44, 137, 266, 709)
legal-heading: AVISOS LEGALES (280, 650, 322, 655)
intro-text: L'appareil doit être placé à un endroit sûr pour prévenir toute chute ou blessure. Pour plus d'informations, visitez https://www.hikvision.com/. (44, 537, 266, 549)
